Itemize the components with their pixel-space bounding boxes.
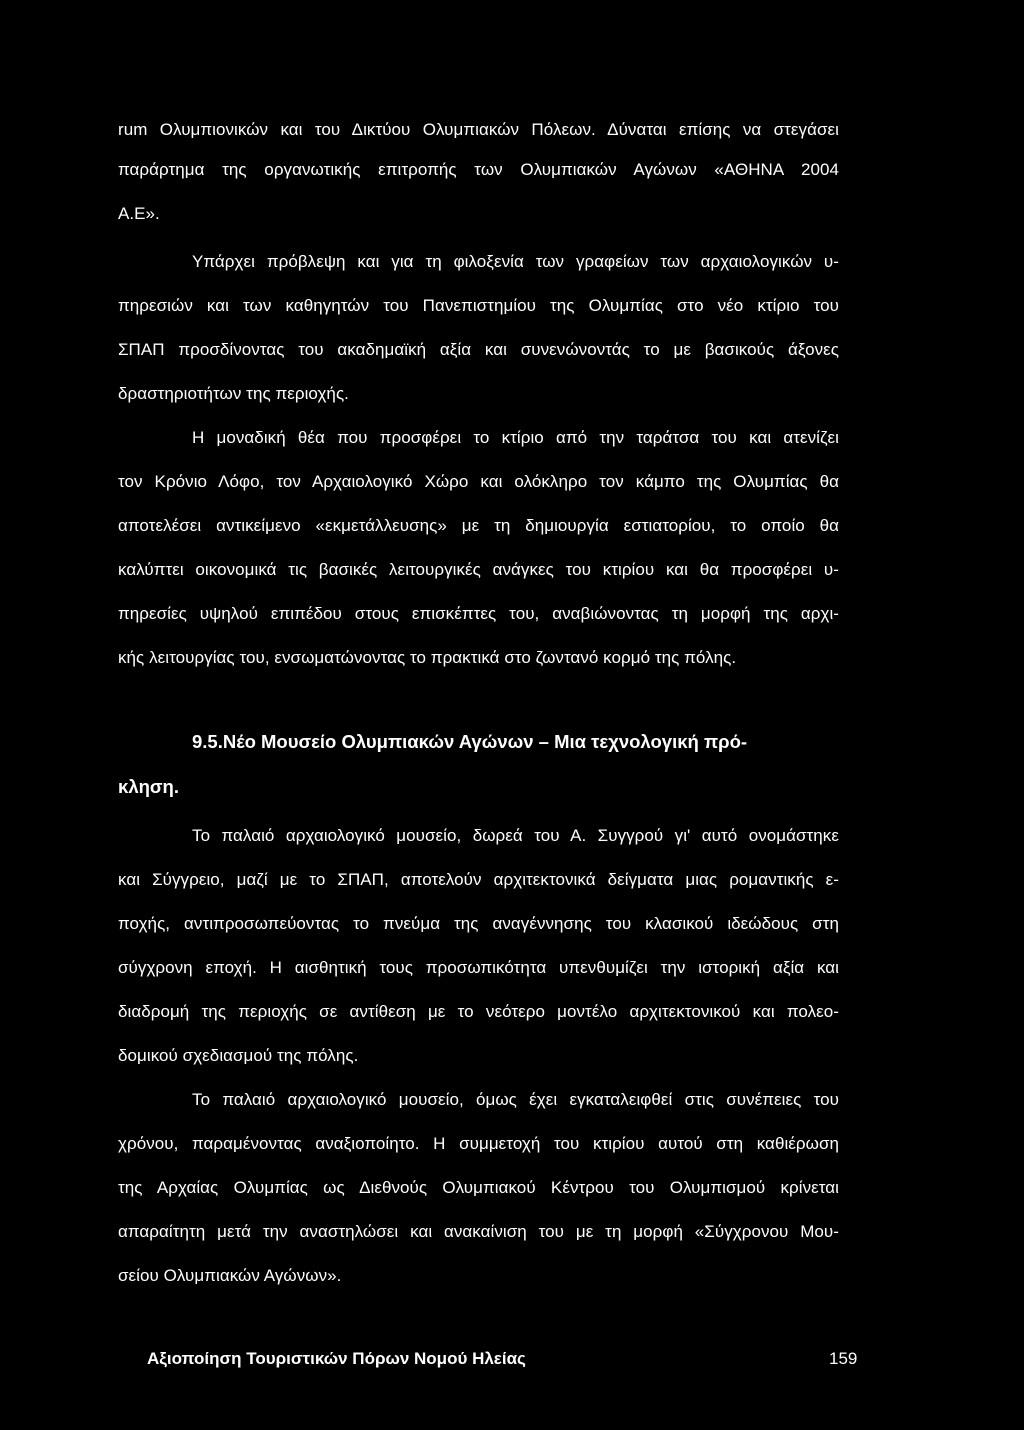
body-line: Το παλαιό αρχαιολογικό μουσείο, όμως έχει εγκαταλειφθεί στις συνέπειες του [192,1090,839,1109]
body-line: δομικού σχεδιασμού της πόλης. [118,1046,359,1065]
body-line: αποτελέσει αντικείμενο «εκμετάλλευσης» με τη δημιουργία εστιατορίου, το οποίο θα [118,516,839,535]
body-line: απαραίτητη μετά την αναστηλώσει και ανακαίνιση του με τη μορφή «Σύγχρονου Μου- [118,1222,839,1241]
body-line: τον Κρόνιο Λόφο, τον Αρχαιολογικό Χώρο και ολόκληρο τον κάμπο της Ολυμπίας θα [118,472,839,491]
body-line: καλύπτει οικονομικά τις βασικές λειτουργικές ανάγκες του κτιρίου και θα προσφέρει υ- [118,560,839,579]
body-line: παράρτημα της οργανωτικής επιτροπής των Ολυμπιακών Αγώνων «ΑΘΗΝΑ 2004 [118,160,839,179]
body-line: ποχής, αντιπροσωπεύοντας το πνεύμα της αναγέννησης του κλασικού ιδεώδους στη [118,914,839,933]
body-line: rum Ολυμπιονικών και του Δικτύου Ολυμπιακών Πόλεων. Δύναται επίσης να στεγάσει [118,120,839,139]
body-line: Το παλαιό αρχαιολογικό μουσείο, δωρεά του Α. Συγγρού γι' αυτό ονομάστηκε [192,826,839,845]
section-heading: 9.5.Νέο Μουσείο Ολυμπιακών Αγώνων – Μια τεχνολογική πρό- [192,731,748,752]
body-line: διαδρομή της περιοχής σε αντίθεση με το νεότερο μοντέλο αρχιτεκτονικού και πολεο- [118,1002,839,1021]
body-line: πηρεσιών και των καθηγητών του Πανεπιστημίου της Ολυμπίας στο νέο κτίριο του [118,296,839,315]
body-line: ΣΠΑΠ προσδίνοντας του ακαδημαϊκή αξία και συνενώνοντάς το με βασικούς άξονες [118,340,839,359]
body-line: Υπάρχει πρόβλεψη και για τη φιλοξενία των γραφείων των αρχαιολογικών υ- [192,252,839,271]
body-line: σύγχρονη εποχή. Η αισθητική τους προσωπικότητα υπενθυμίζει την ιστορική αξία και [118,958,839,977]
body-line: Η μοναδική θέα που προσφέρει το κτίριο από την ταράτσα του και ατενίζει [192,428,839,447]
body-line: και Σύγγρειο, μαζί με το ΣΠΑΠ, αποτελούν αρχιτεκτονικά δείγματα μιας ρομαντικής ε- [118,870,839,889]
body-line: πηρεσίες υψηλού επιπέδου στους επισκέπτες του, αναβιώνοντας τη μορφή της αρχι- [118,604,839,623]
section-heading-continuation: κληση. [118,776,180,797]
body-line: κής λειτουργίας του, ενσωματώνοντας το πρακτικά στο ζωντανό κορμό της πόλης. [118,648,737,667]
body-line: Α.Ε». [118,204,160,223]
body-line: σείου Ολυμπιακών Αγώνων». [118,1266,342,1285]
body-line: δραστηριοτήτων της περιοχής. [118,384,349,403]
page-number: 159 [829,1349,858,1368]
footer-title: Αξιοποίηση Τουριστικών Πόρων Νομού Ηλείας [147,1349,526,1368]
body-line: χρόνου, παραμένοντας αναξιοποίητο. Η συμμετοχή του κτιρίου αυτού στη καθιέρωση [118,1134,839,1153]
body-line: της Αρχαίας Ολυμπίας ως Διεθνούς Ολυμπιακού Κέντρου του Ολυμπισμού κρίνεται [118,1178,839,1197]
